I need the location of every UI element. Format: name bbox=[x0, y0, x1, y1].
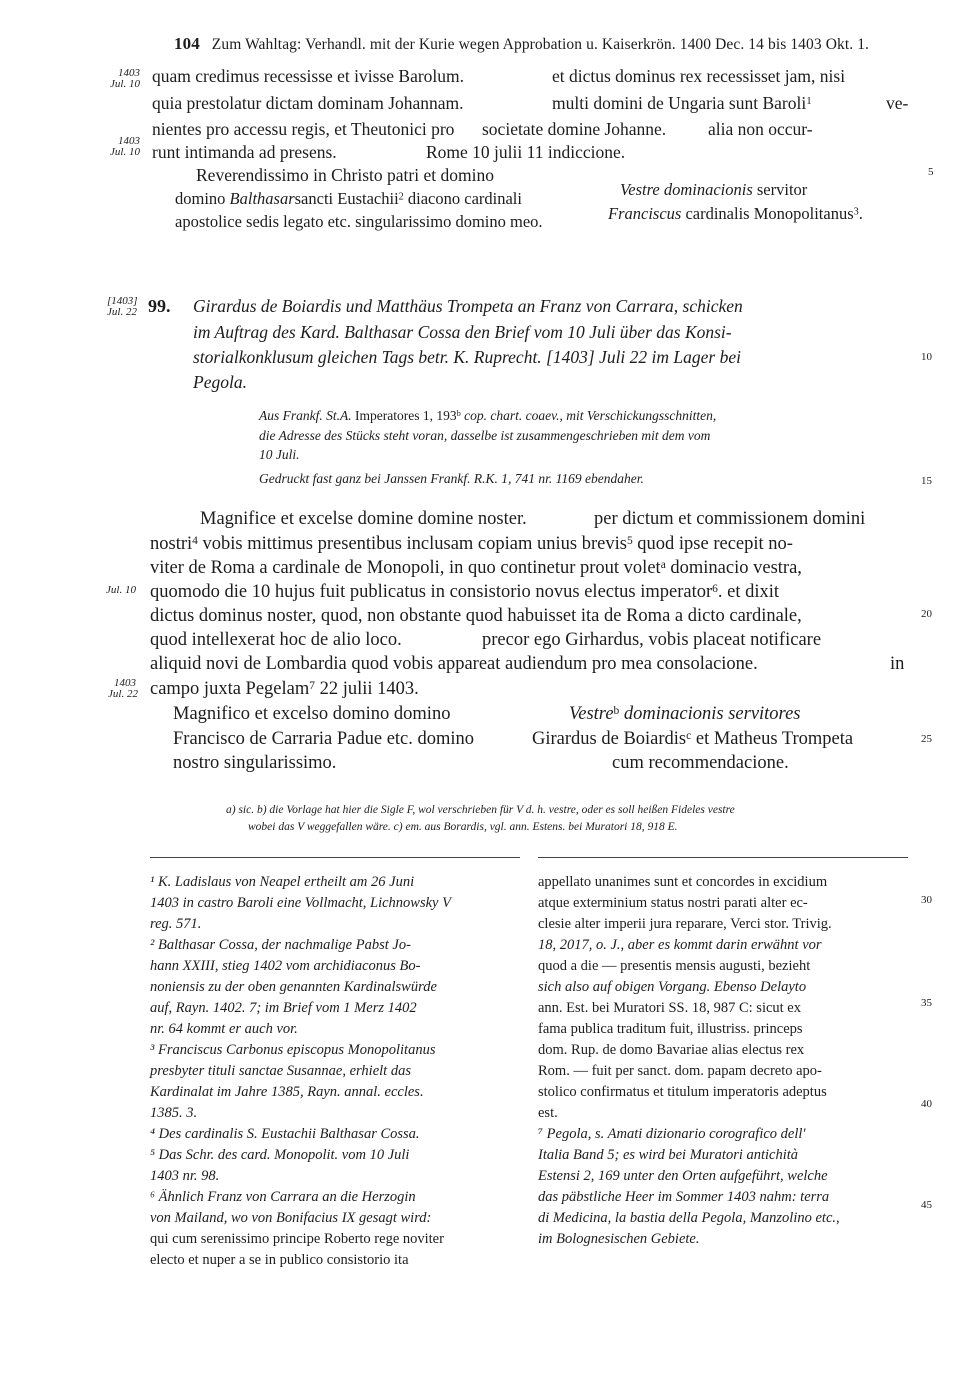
letter-signature-1: Vestre dominacionis servitor bbox=[620, 180, 808, 199]
footnote-ref: 5 bbox=[626, 534, 633, 547]
page-number: 104 bbox=[174, 34, 200, 53]
margin-date-4 bbox=[106, 585, 136, 596]
apparatus-line-1: a) sic. b) die Vorlage hat hier die Sigle F, wol verschrieben für V d. h. vestre, oder es soll heißen Fideles vestre bbox=[226, 804, 735, 816]
footnote-line: 1403 in castro Baroli eine Vollmacht, Lichnowsky V bbox=[150, 895, 451, 911]
footnote-ref: 1 bbox=[806, 95, 812, 108]
footnote-line: clesie alter imperii jura reparare, Verci stor. Trivig. bbox=[538, 916, 832, 932]
apparatus-line-2: wobei das V weggefallen wäre. c) em. aus Borardis, vgl. ann. Estens. bei Muratori 18, 918 E. bbox=[248, 821, 678, 833]
body-line-7b: in bbox=[890, 654, 905, 674]
line-number-45: 45 bbox=[921, 1199, 932, 1211]
footnote-line: qui cum serenissimo principe Roberto rege noviter bbox=[150, 1231, 444, 1247]
regest-line-4: Pegola. bbox=[193, 372, 247, 392]
footnote-ref: 3 bbox=[853, 206, 859, 218]
letter-address-3: apostolice sedis legato etc. singularissimo domino meo. bbox=[175, 212, 543, 231]
body-line-6b: precor ego Girhardus, vobis placeat notificare bbox=[482, 630, 822, 650]
signature-line-2: Girardus de Boiardis$^c$ et Matheus Trompeta bbox=[532, 729, 854, 749]
footnote-line: Estensi 2, 169 unter den Orten aufgeführt, welche bbox=[538, 1168, 828, 1184]
source-line-2: die Adresse des Stücks steht voran, dasselbe ist zusammengeschrieben mit dem vom bbox=[259, 428, 711, 443]
margin-date-day: Jul. 10 bbox=[110, 146, 140, 158]
margin-date-year: [1403] bbox=[107, 295, 138, 307]
line-number-10: 10 bbox=[921, 351, 932, 363]
apparatus-ref: b bbox=[613, 704, 620, 717]
footnote-line: fama publica traditum fuit, illustriss. princeps bbox=[538, 1021, 803, 1037]
footnotes-right-column bbox=[538, 872, 840, 1250]
footnote-ref: 4 bbox=[192, 534, 198, 547]
document-number: 99. bbox=[148, 296, 171, 316]
running-header bbox=[174, 34, 869, 54]
regest-line-2: im Auftrag des Kard. Balthasar Cossa den Brief vom 10 Juli über das Konsi- bbox=[193, 322, 732, 342]
margin-date-day: Jul. 22 bbox=[108, 688, 138, 700]
apparatus-ref: c bbox=[686, 729, 692, 742]
regest-line-3: storialkonklusum gleichen Tags betr. K. Ruprecht. [1403] Juli 22 im Lager bei bbox=[193, 347, 741, 367]
footnote-line: das päbstliche Heer im Sommer 1403 nahm: terra bbox=[538, 1189, 830, 1205]
margin-date-year: 1403 bbox=[118, 135, 140, 147]
footnote-line: est. bbox=[538, 1105, 558, 1121]
margin-date-1 bbox=[110, 68, 140, 90]
line-number-40: 40 bbox=[921, 1098, 932, 1110]
footnote-line: appellato unanimes sunt et concordes in excidium bbox=[538, 874, 828, 890]
margin-date-day: Jul. 10 bbox=[110, 78, 140, 90]
letter-address-2: domino Balthasarsancti Eustachii$^2$ diacono cardinali bbox=[175, 189, 522, 208]
regest-line-1: Girardus de Boiardis und Matthäus Trompeta an Franz von Carrara, schicken bbox=[193, 296, 743, 316]
letter-line-3c: alia non occur- bbox=[708, 119, 813, 139]
footnote-line: dom. Rup. de domo Bavariae alias electus rex bbox=[538, 1042, 805, 1058]
footnote-line: 18, 2017, o. J., aber es kommt darin erwähnt vor bbox=[538, 937, 822, 953]
footnote-line: auf, Rayn. 1402. 7; im Brief vom 1 Merz 1402 bbox=[150, 1000, 417, 1016]
footnote-line: atque exterminium status nostri parati alter ec- bbox=[538, 895, 808, 911]
line-number-5: 5 bbox=[928, 166, 934, 178]
letter-line-2a: quia prestolatur dictam dominam Johannam. bbox=[152, 93, 464, 113]
footnote-line: quod a die — presentis mensis augusti, bezieht bbox=[538, 958, 811, 974]
footnote-line: ¹ K. Ladislaus von Neapel ertheilt am 26 Juni bbox=[150, 874, 415, 890]
letter-line-1b: et dictus dominus rex recessisset jam, nisi bbox=[552, 66, 846, 86]
letter-line-2c: ve- bbox=[886, 93, 909, 113]
letter-signature-2: Franciscus cardinalis Monopolitanus$^3$. bbox=[608, 204, 863, 223]
letter-line-3a: nientes pro accessu regis, et Theutonici pro bbox=[152, 119, 455, 139]
footnote-line: noniensis zu der oben genannten Kardinalswürde bbox=[150, 979, 437, 995]
letter-line-1a: quam credimus recessisse et ivisse Barolum. bbox=[152, 66, 465, 86]
margin-date-year: 1403 bbox=[118, 67, 140, 79]
footnote-ref: 2 bbox=[398, 191, 404, 203]
footnote-line: ² Balthasar Cossa, der nachmalige Pabst Jo- bbox=[150, 937, 411, 953]
signature-line-3: cum recommendacione. bbox=[612, 753, 789, 773]
footnote-line: hann XXIII, stieg 1402 vom archidiaconus Bo- bbox=[150, 958, 421, 974]
footnote-line: reg. 571. bbox=[150, 916, 202, 932]
letter-line-3b: societate domine Johanne. bbox=[482, 119, 667, 139]
body-line-6a: quod intellexerat hoc de alio loco. bbox=[150, 630, 402, 650]
address-line-3: nostro singularissimo. bbox=[173, 753, 337, 773]
footnote-line: stolico confirmatus et titulum imperatoris adeptus bbox=[538, 1084, 827, 1100]
margin-date-day: Jul. 10 bbox=[106, 584, 136, 596]
apparatus-ref: a bbox=[660, 558, 666, 571]
footnote-line: ann. Est. bei Muratori SS. 18, 987 C: sicut ex bbox=[538, 1000, 801, 1016]
body-line-3: viter de Roma a cardinale de Monopoli, in quo continetur prout volet$^a$ dominacio vestra, bbox=[150, 558, 802, 578]
margin-date-2 bbox=[110, 136, 140, 158]
body-line-1b: per dictum et commissionem domini bbox=[594, 509, 866, 529]
line-number-15: 15 bbox=[921, 475, 932, 487]
footnote-line: di Medicina, la bastia della Pegola, Manzolino etc., bbox=[538, 1210, 840, 1226]
footnote-line: ⁴ Des cardinalis S. Eustachii Balthasar Cossa. bbox=[150, 1126, 420, 1142]
letter-line-2b: multi domini de Ungaria sunt Baroli$^1$ bbox=[552, 93, 812, 113]
running-title: Zum Wahltag: Verhandl. mit der Kurie wegen Approbation u. Kaiserkrön. 1400 Dec. 14 bis 1403 Okt. 1. bbox=[211, 36, 870, 53]
footnote-line: electo et nuper a se in publico consistorio ita bbox=[150, 1252, 409, 1268]
line-number-30: 30 bbox=[921, 894, 932, 906]
footnote-line: ⁶ Ähnlich Franz von Carrara an die Herzogin bbox=[150, 1189, 416, 1205]
letter-line-4a: runt intimanda ad presens. bbox=[152, 142, 337, 162]
footnote-rule-right bbox=[538, 857, 908, 858]
footnote-line: nr. 64 kommt er auch vor. bbox=[150, 1021, 298, 1037]
body-line-5: dictus dominus noster, quod, non obstante quod habuisset ita de Roma a dicto cardinale, bbox=[150, 606, 802, 626]
source-line-4: Gedruckt fast ganz bei Janssen Frankf. R.K. 1, 741 nr. 1169 ebendaher. bbox=[259, 471, 644, 486]
footnote-line: im Bolognesischen Gebiete. bbox=[538, 1231, 700, 1247]
margin-date-day: Jul. 22 bbox=[107, 306, 137, 318]
footnote-line: ⁷ Pegola, s. Amati dizionario corografico dell' bbox=[538, 1126, 806, 1142]
footnote-line: Kardinalat im Jahre 1385, Rayn. annal. eccles. bbox=[150, 1084, 424, 1100]
body-line-4: quomodo die 10 hujus fuit publicatus in consistorio novus electus imperator$^6$. et dixit bbox=[150, 582, 780, 602]
margin-date-3 bbox=[107, 296, 138, 318]
footnote-line: Italia Band 5; es wird bei Muratori antichità bbox=[538, 1147, 799, 1163]
footnotes-left-column bbox=[150, 872, 451, 1271]
footnote-ref: 7 bbox=[309, 679, 315, 692]
footnote-rule-left bbox=[150, 857, 520, 858]
letter-address-1: Reverendissimo in Christo patri et domino bbox=[196, 165, 494, 185]
source-line-1: Aus Frankf. St.A. Imperatores 1, 193$^b$ cop. chart. coaev., mit Verschickungsschnitten, bbox=[259, 408, 717, 423]
footnote-line: presbyter tituli sanctae Susannae, erhielt das bbox=[150, 1063, 411, 1079]
footnote-line: ⁵ Das Schr. des card. Monopolit. vom 10 Juli bbox=[150, 1147, 410, 1163]
line-number-35: 35 bbox=[921, 997, 932, 1009]
address-line-2: Francisco de Carraria Padue etc. domino bbox=[173, 729, 475, 749]
margin-date-5 bbox=[108, 678, 138, 700]
body-line-2: nostri$^4$ vobis mittimus presentibus inclusam copiam unius brevis$^5$ quod ipse recepit no- bbox=[150, 534, 793, 554]
body-line-1a: Magnifice et excelse domine domine noster. bbox=[200, 509, 527, 529]
footnote-line: von Mailand, wo von Bonifacius IX gesagt wird: bbox=[150, 1210, 432, 1226]
footnote-ref: 6 bbox=[712, 582, 718, 595]
body-line-7a: aliquid novi de Lombardia quod vobis appareat audiendum pro mea consolacione. bbox=[150, 654, 758, 674]
footnote-line: ³ Franciscus Carbonus episcopus Monopolitanus bbox=[150, 1042, 436, 1058]
source-line-3: 10 Juli. bbox=[259, 447, 300, 462]
margin-date-year: 1403 bbox=[114, 677, 136, 689]
line-number-25: 25 bbox=[921, 733, 932, 745]
footnote-line: Rom. — fuit per sanct. dom. papam decreto apo- bbox=[538, 1063, 822, 1079]
footnote-line: sich also auf obigen Vorgang. Ebenso Delayto bbox=[538, 979, 807, 995]
signature-line-1: Vestre$^b$ dominacionis servitores bbox=[569, 704, 801, 724]
line-number-20: 20 bbox=[921, 608, 932, 620]
footnote-line: 1385. 3. bbox=[150, 1105, 198, 1121]
body-line-8: campo juxta Pegelam$^7$ 22 julii 1403. bbox=[150, 679, 419, 699]
letter-line-4b: Rome 10 julii 11 indiccione. bbox=[426, 142, 626, 162]
address-line-1: Magnifico et excelso domino domino bbox=[173, 704, 451, 724]
footnote-line: 1403 nr. 98. bbox=[150, 1168, 220, 1184]
